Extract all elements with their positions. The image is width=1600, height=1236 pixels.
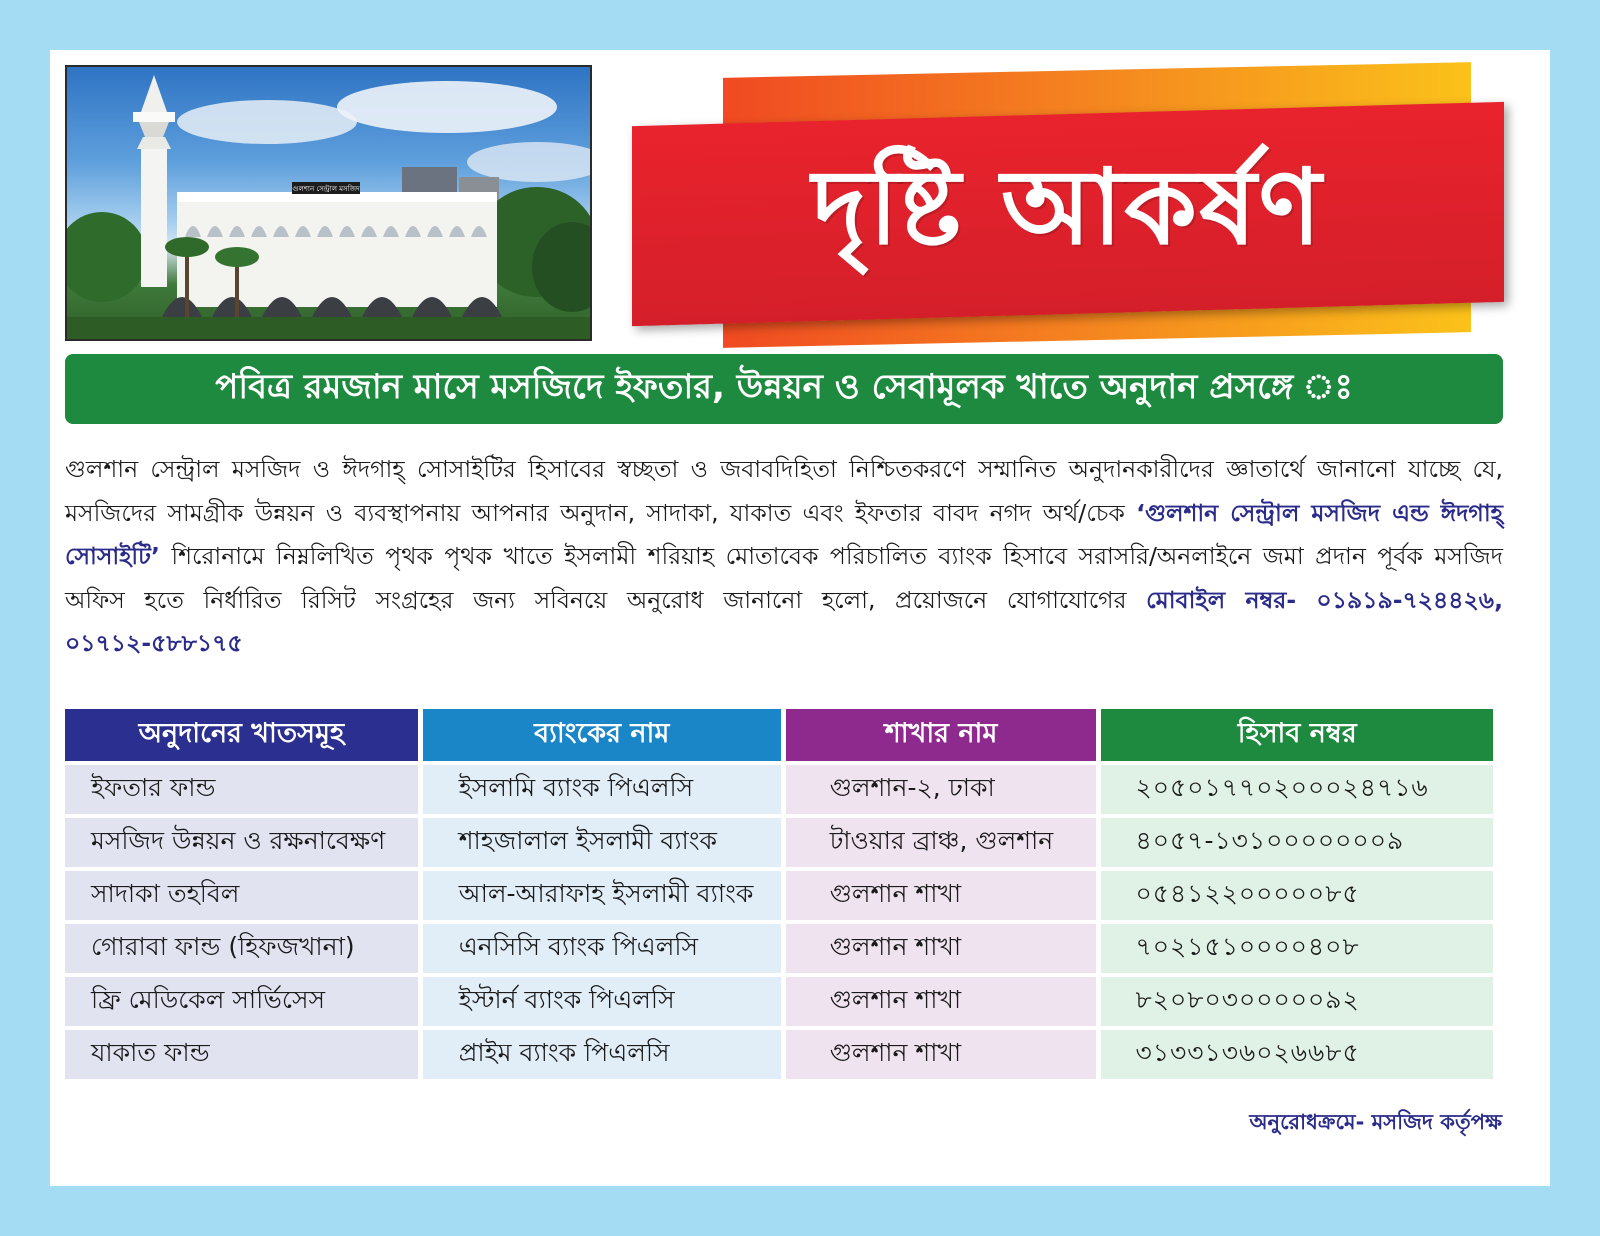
headline-banner: [632, 102, 1504, 326]
paragraph-part1: গুলশান সেন্ট্রাল মসজিদ ও ঈদগাহ্ সোসাইটির হিসাবের স্বচ্ছতা ও জবাবদিহিতা নিশ্চিতকরণে সম্মানিত অনুদানকারীদের জ্ঞাতার্থে জানানো যাচ্ছে যে, মসজিদের সামগ্রীক উন্নয়ন ও ব্যবস্থাপনায় আপনার অনুদান, সাদাকা, যাকাত এবং ইফতার বাবদ নগদ অর্থ/চেক: [65, 455, 1503, 527]
fund-cell: গোরাবা ফান্ড (হিফজখানা): [65, 924, 418, 973]
bank-cell: শাহজালাল ইসলামী ব্যাংক: [423, 818, 781, 867]
notice-sheet: [50, 50, 1550, 1186]
bank-cell: ইস্টার্ন ব্যাংক পিএলসি: [423, 977, 781, 1026]
notice-paragraph: [65, 448, 1503, 666]
headline-text: দৃষ্টি আকর্ষণ: [812, 146, 1324, 268]
fund-cell: যাকাত ফান্ড: [65, 1030, 418, 1079]
header-account: হিসাব নম্বর: [1101, 709, 1493, 761]
bank-cell: ইসলামি ব্যাংক পিএলসি: [423, 765, 781, 814]
account-cell: ৪০৫৭-১৩১০০০০০০০৯: [1101, 818, 1493, 867]
account-cell: ০৫৪১২২০০০০০৮৫: [1101, 871, 1493, 920]
account-cell: ৩১৩৩১৩৬০২৬৬৮৫: [1101, 1030, 1493, 1079]
header-fund: অনুদানের খাতসমূহ: [65, 709, 418, 761]
branch-cell: টাওয়ার ব্রাঞ্চ, গুলশান: [786, 818, 1097, 867]
fund-cell: সাদাকা তহবিল: [65, 871, 418, 920]
table-row: [65, 765, 1493, 814]
mosque-illustration: [67, 67, 590, 339]
fund-cell: ইফতার ফান্ড: [65, 765, 418, 814]
branch-cell: গুলশান শাখা: [786, 924, 1097, 973]
paragraph-part2: শিরোনামে নিম্নলিখিত পৃথক পৃথক খাতে ইসলামী শরিয়াহ মোতাবেক পরিচালিত ব্যাংক হিসাবে সরাসরি/অনলাইনে জমা প্রদান পূর্বক মসজিদ অফিস হতে নির্ধারিত রিসিট সংগ্রহের জন্য সবিনয়ে অনুরোধ জানানো হলো, প্রয়োজনে যোগাযোগের: [65, 542, 1503, 614]
subject-bar: [65, 354, 1503, 424]
subject-text: পবিত্র রমজান মাসে মসজিদে ইফতার, উন্নয়ন ও সেবামূলক খাতে অনুদান প্রসঙ্গে ঃ: [215, 366, 1353, 407]
signature-line: অনুরোধক্রমে- মসজিদ কর্তৃপক্ষ: [1249, 1110, 1502, 1134]
branch-cell: গুলশান শাখা: [786, 1030, 1097, 1079]
bank-cell: প্রাইম ব্যাংক পিএলসি: [423, 1030, 781, 1079]
table-row: [65, 977, 1493, 1026]
account-cell: ২০৫০১৭৭০২০০০২৪৭১৬: [1101, 765, 1493, 814]
mosque-photo: [65, 65, 592, 341]
table-row: [65, 1030, 1493, 1079]
bank-cell: এনসিসি ব্যাংক পিএলসি: [423, 924, 781, 973]
table-row: [65, 818, 1493, 867]
society-name: ‘গুলশান সেন্ট্রাল মসজিদ এন্ড ঈদগাহ্ সোসাইটি’: [65, 498, 1503, 570]
branch-cell: গুলশান-২, ঢাকা: [786, 765, 1097, 814]
header-branch: শাখার নাম: [786, 709, 1097, 761]
bank-cell: আল-আরাফাহ ইসলামী ব্যাংক: [423, 871, 781, 920]
account-cell: ৮২০৮০৩০০০০০৯২: [1101, 977, 1493, 1026]
header-bank: ব্যাংকের নাম: [423, 709, 781, 761]
fund-cell: ফ্রি মেডিকেল সার্ভিসেস: [65, 977, 418, 1026]
fund-cell: মসজিদ উন্নয়ন ও রক্ষনাবেক্ষণ: [65, 818, 418, 867]
branch-cell: গুলশান শাখা: [786, 977, 1097, 1026]
building-sign: গুলশান সেন্ট্রাল মসজিদ: [292, 185, 360, 193]
accounts-table: [60, 705, 1498, 1083]
table-header-row: [65, 709, 1493, 761]
table-row: [65, 871, 1493, 920]
mobile-numbers: মোবাইল নম্বর- ০১৯১৯-৭২৪৪২৬, ০১৭১২-৫৮৮১৭৫: [65, 585, 1503, 657]
account-cell: ৭০২১৫১০০০০৪০৮: [1101, 924, 1493, 973]
branch-cell: গুলশান শাখা: [786, 871, 1097, 920]
table-row: [65, 924, 1493, 973]
